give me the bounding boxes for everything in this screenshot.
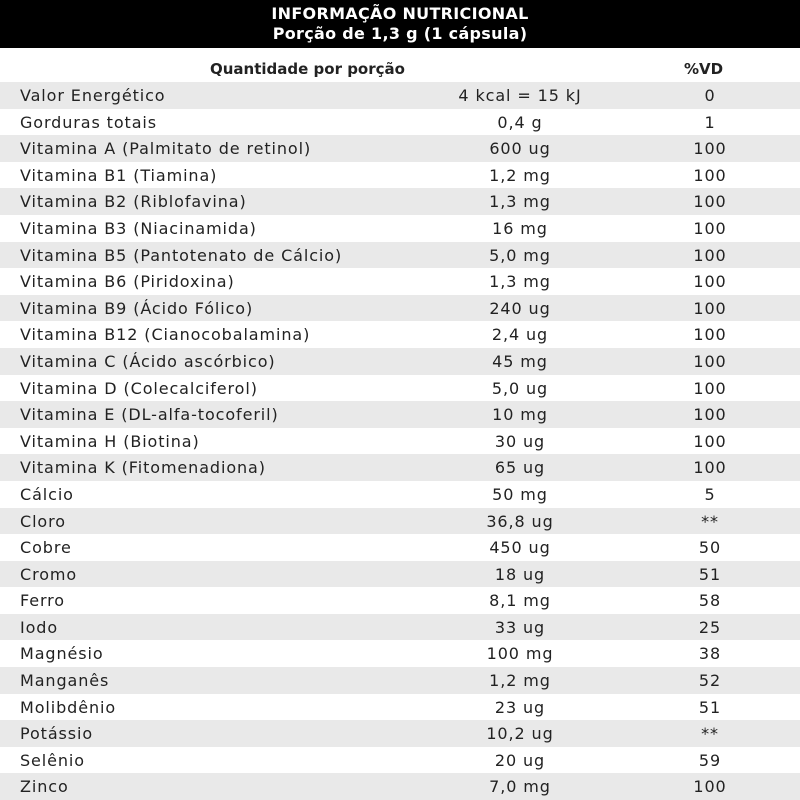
nutrient-name: Valor Energético (20, 86, 166, 105)
table-row (0, 242, 800, 269)
nutrient-amount: 1,2 mg (489, 165, 551, 185)
table-row (0, 694, 800, 721)
nutrient-name: Cobre (20, 538, 72, 558)
table-row (0, 321, 800, 348)
nutrient-name: Vitamina D (Colecalciferol) (20, 378, 258, 398)
nutrient-vd: 50 (698, 538, 722, 558)
table-row (0, 667, 800, 694)
nutrient-vd: 100 (693, 351, 727, 371)
nutrient-amount: 16 mg (492, 218, 548, 238)
nutrient-amount: 23 ug (494, 697, 546, 717)
nutrient-amount: 1,3 mg (489, 272, 551, 292)
nutrient-vd: 100 (693, 458, 727, 478)
nutrient-vd: 100 (693, 378, 727, 398)
nutrient-name: Vitamina B3 (Niacinamida) (20, 218, 257, 238)
table-row (0, 773, 800, 800)
nutrient-name: Potássio (20, 724, 94, 744)
nutrient-name: Vitamina A (Palmitato de retinol) (20, 139, 312, 159)
nutrient-amount: 10,2 ug (486, 724, 554, 744)
nutrient-amount: 50 mg (492, 484, 548, 504)
table-row (0, 534, 800, 561)
nutrient-vd: 100 (693, 325, 727, 345)
serving-size: Porção de 1,3 g (1 cápsula) (272, 24, 528, 43)
nutrient-amount: 8,1 mg (489, 591, 551, 611)
table-row (0, 614, 800, 641)
nutrient-amount: 65 ug (494, 458, 546, 478)
table-row (0, 188, 800, 215)
nutrient-vd: 52 (698, 671, 722, 691)
nutrient-vd: 51 (698, 697, 722, 717)
nutrient-amount: 30 ug (494, 431, 546, 451)
nutrient-name: Vitamina H (Biotina) (20, 431, 200, 451)
nutrient-amount: 7,0 mg (489, 777, 551, 797)
table-title: INFORMAÇÃO NUTRICIONAL (271, 4, 529, 23)
nutrient-vd: ** (701, 724, 719, 744)
nutrient-amount: 5,0 mg (489, 245, 551, 265)
table-row (0, 508, 800, 535)
nutrient-amount: 20 ug (494, 750, 546, 770)
nutrient-vd: ** (701, 511, 719, 531)
table-row (0, 561, 800, 588)
nutrient-name: Manganês (20, 671, 110, 691)
nutrient-amount: 10 mg (492, 405, 548, 425)
nutrient-name: Cloro (20, 511, 66, 531)
nutrient-vd: 100 (693, 405, 727, 425)
nutrient-name: Selênio (20, 750, 85, 770)
nutrient-amount: 1,3 mg (489, 192, 551, 212)
table-row (0, 401, 800, 428)
table-row (0, 268, 800, 295)
nutrient-vd: 100 (693, 165, 727, 185)
nutrient-amount: 100 mg (486, 644, 554, 664)
nutrient-name: Zinco (20, 777, 69, 797)
nutrient-name: Vitamina B1 (Tiamina) (20, 165, 218, 185)
nutrition-table (0, 82, 800, 800)
nutrient-vd: 38 (698, 644, 722, 664)
nutrient-name: Molibdênio (20, 697, 117, 717)
nutrient-vd: 51 (698, 564, 722, 584)
nutrient-name: Cromo (20, 564, 78, 584)
table-row (0, 215, 800, 242)
nutrient-vd: 100 (693, 777, 727, 797)
table-row (0, 375, 800, 402)
nutrient-name: Vitamina B9 (Ácido Fólico) (20, 298, 254, 318)
nutrient-name: Vitamina E (DL-alfa-tocoferil) (20, 405, 279, 425)
nutrient-name: Iodo (20, 617, 59, 637)
nutrient-vd: 100 (693, 139, 727, 159)
nutrient-vd: 100 (693, 272, 727, 292)
vd-column-header: %VD (684, 60, 724, 78)
nutrient-amount: 240 ug (489, 298, 551, 318)
nutrient-name: Vitamina C (Ácido ascórbico) (20, 351, 276, 371)
nutrient-amount: 2,4 ug (491, 325, 549, 345)
table-row (0, 428, 800, 455)
nutrient-amount: 36,8 ug (486, 511, 554, 531)
nutrient-vd: 100 (693, 245, 727, 265)
nutrient-amount: 45 mg (492, 351, 548, 371)
nutrient-vd: 100 (693, 298, 727, 318)
table-row (0, 720, 800, 747)
nutrient-name: Cálcio (20, 484, 74, 504)
nutrient-vd: 100 (693, 192, 727, 212)
nutrient-amount: 18 ug (494, 564, 546, 584)
nutrient-name: Vitamina B12 (Cianocobalamina) (20, 325, 311, 345)
nutrient-vd: 100 (693, 218, 727, 238)
nutrient-name: Vitamina B2 (Riblofavina) (20, 192, 247, 212)
nutrient-vd: 100 (693, 431, 727, 451)
nutrient-amount: 0,4 g (497, 112, 543, 132)
nutrient-vd: 59 (698, 750, 722, 770)
nutrient-vd: 58 (698, 591, 722, 611)
nutrient-amount: 4 kcal = 15 kJ (458, 86, 582, 105)
nutrient-name: Magnésio (20, 644, 104, 664)
table-row (0, 454, 800, 481)
nutrient-amount: 1,2 mg (489, 671, 551, 691)
table-row (0, 82, 800, 109)
table-row (0, 481, 800, 508)
table-row (0, 747, 800, 774)
table-row (0, 162, 800, 189)
nutrient-vd: 5 (704, 484, 716, 504)
nutrient-amount: 450 ug (489, 538, 551, 558)
table-row (0, 587, 800, 614)
nutrient-name: Gorduras totais (20, 112, 158, 132)
nutrient-vd: 25 (698, 617, 722, 637)
nutrient-name: Vitamina B5 (Pantotenato de Cálcio) (20, 245, 343, 265)
table-row (0, 640, 800, 667)
nutrient-name: Vitamina B6 (Piridoxina) (20, 272, 235, 292)
nutrient-name: Ferro (20, 591, 65, 611)
table-row (0, 135, 800, 162)
table-row (0, 295, 800, 322)
nutrient-name: Vitamina K (Fitomenadiona) (20, 458, 266, 478)
table-row (0, 348, 800, 375)
nutrient-vd: 1 (704, 112, 716, 132)
nutrient-amount: 33 ug (494, 617, 546, 637)
quantity-column-header: Quantidade por porção (210, 60, 405, 78)
table-row (0, 109, 800, 136)
nutrient-vd: 0 (704, 86, 716, 105)
table-header-banner (0, 0, 800, 48)
column-headers (0, 58, 800, 82)
nutrient-amount: 5,0 ug (491, 378, 549, 398)
nutrient-amount: 600 ug (489, 139, 551, 159)
